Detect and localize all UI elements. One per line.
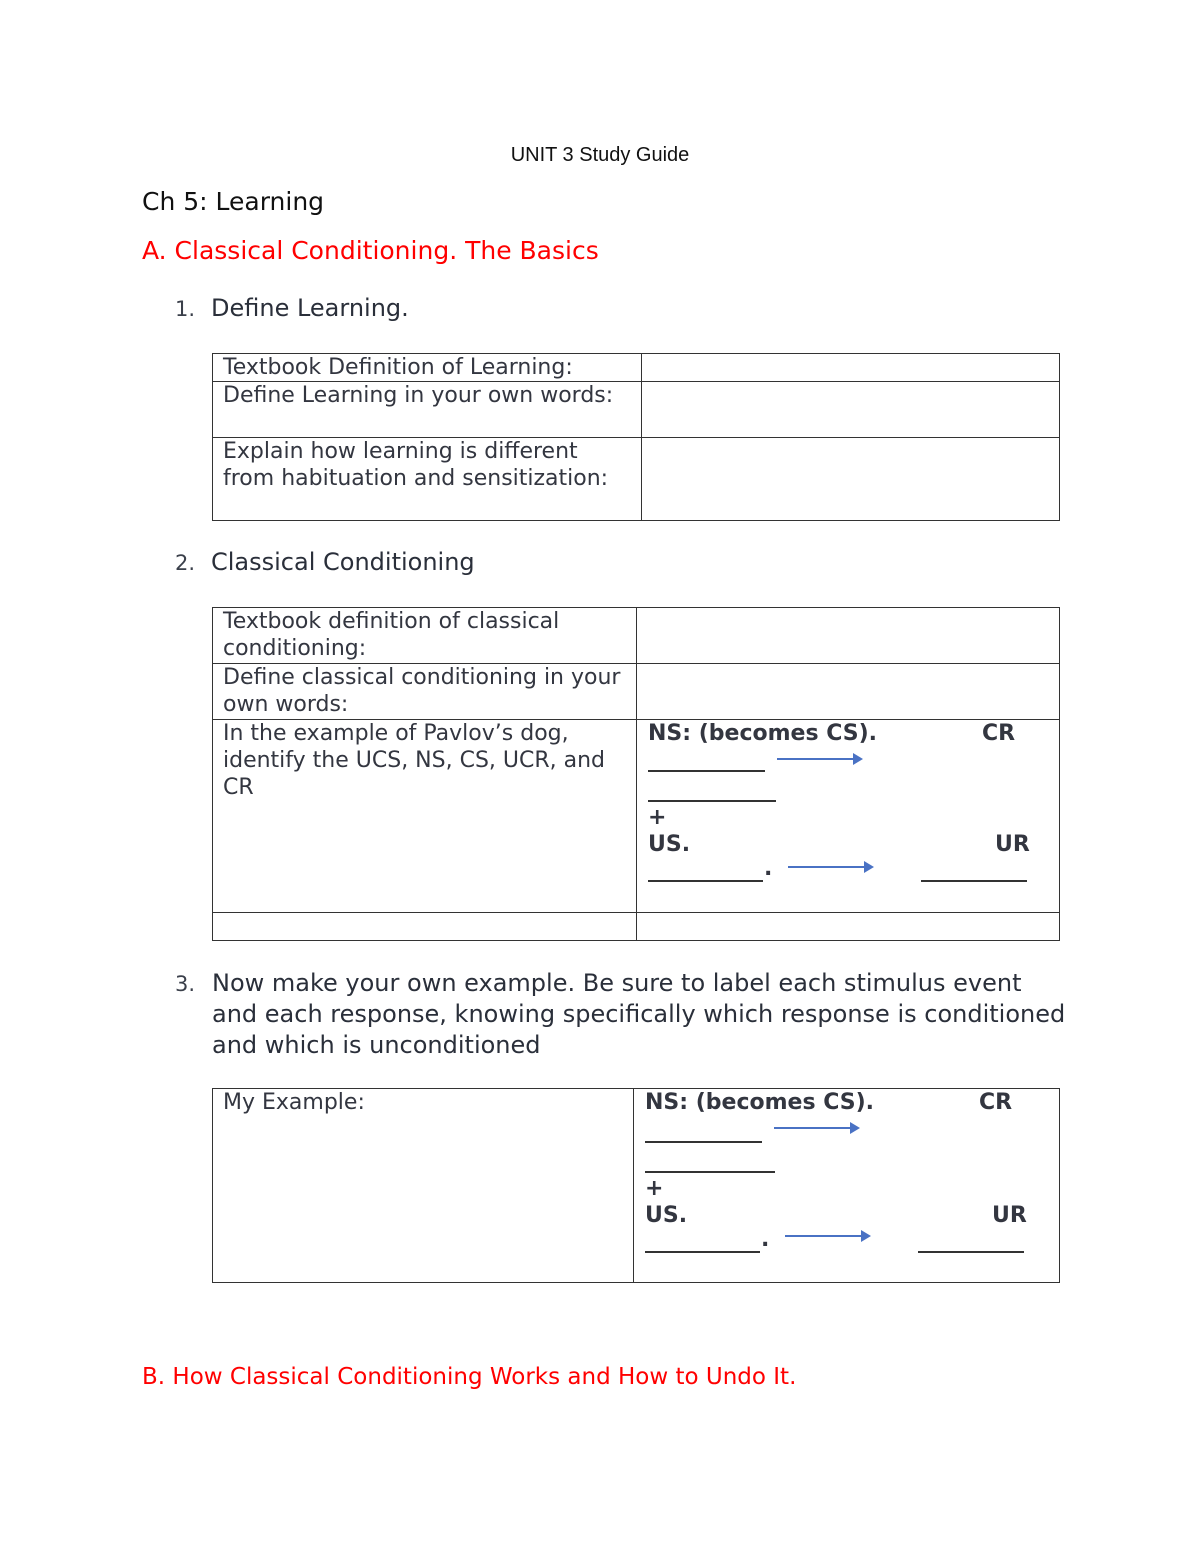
section-a-heading: A. Classical Conditioning. The Basics xyxy=(142,236,599,265)
plus-sign: + xyxy=(648,805,667,830)
question-3 xyxy=(175,968,1075,1068)
ns-label: NS: (becomes CS). xyxy=(645,1090,875,1115)
answer-cell[interactable] xyxy=(642,354,1060,382)
table-cell-label: Textbook Definition of Learning: xyxy=(213,354,642,382)
section-b-heading: B. How Classical Conditioning Works and How to Undo It. xyxy=(142,1364,797,1390)
period: . xyxy=(764,856,773,881)
ur-label: UR xyxy=(992,1203,1027,1228)
learning-definition-table xyxy=(212,353,1060,521)
question-number: 2. xyxy=(175,551,196,575)
my-example-label: My Example: xyxy=(213,1089,634,1283)
table-cell-label: In the example of Pavlov’s dog, identify the UCS, NS, CS, UCR, and CR xyxy=(213,720,637,913)
table-cell-label xyxy=(213,913,637,941)
us-label: US. xyxy=(648,832,691,857)
classical-conditioning-table xyxy=(212,607,1060,941)
plus-sign: + xyxy=(645,1176,664,1201)
answer-cell[interactable] xyxy=(642,438,1060,521)
cr-label: CR xyxy=(979,1090,1013,1115)
question-text: Now make your own example. Be sure to label each stimulus event and each response, knowing specifically which response is conditioned and which is unconditioned xyxy=(212,969,1066,1059)
ur-blank[interactable] xyxy=(921,880,1027,882)
answer-cell[interactable] xyxy=(637,608,1060,664)
arrow-icon xyxy=(777,758,857,760)
arrow-icon xyxy=(774,1127,854,1129)
ns-blank[interactable] xyxy=(645,1141,762,1143)
us-blank[interactable] xyxy=(645,1251,760,1253)
my-example-diagram-cell xyxy=(634,1089,1060,1283)
question-text: Define Learning. xyxy=(211,294,409,322)
my-example-table xyxy=(212,1088,1060,1283)
question-2 xyxy=(175,548,475,576)
answer-cell[interactable] xyxy=(637,913,1060,941)
question-number: 1. xyxy=(175,297,196,321)
question-number: 3. xyxy=(175,972,196,996)
document-title: UNIT 3 Study Guide xyxy=(510,144,690,166)
pavlov-diagram-cell xyxy=(637,720,1060,913)
period: . xyxy=(761,1227,770,1252)
table-cell-label: Explain how learning is different from habituation and sensitization: xyxy=(213,438,642,521)
cs-blank[interactable] xyxy=(648,800,776,802)
ns-label: NS: (becomes CS). xyxy=(648,721,878,746)
table-cell-label: Define classical conditioning in your own words: xyxy=(213,664,637,720)
us-blank[interactable] xyxy=(648,880,763,882)
cr-label: CR xyxy=(982,721,1016,746)
table-cell-label: Define Learning in your own words: xyxy=(213,382,642,438)
question-1 xyxy=(175,294,409,322)
answer-cell[interactable] xyxy=(642,382,1060,438)
ns-blank[interactable] xyxy=(648,770,765,772)
ur-label: UR xyxy=(995,832,1030,857)
table-cell-label: Textbook definition of classical conditioning: xyxy=(213,608,637,664)
answer-cell[interactable] xyxy=(637,664,1060,720)
ur-blank[interactable] xyxy=(918,1251,1024,1253)
us-label: US. xyxy=(645,1203,688,1228)
question-text: Classical Conditioning xyxy=(211,548,475,576)
arrow-icon xyxy=(785,1235,865,1237)
chapter-heading: Ch 5: Learning xyxy=(142,187,325,216)
arrow-icon xyxy=(788,866,868,868)
cs-blank[interactable] xyxy=(645,1171,775,1173)
